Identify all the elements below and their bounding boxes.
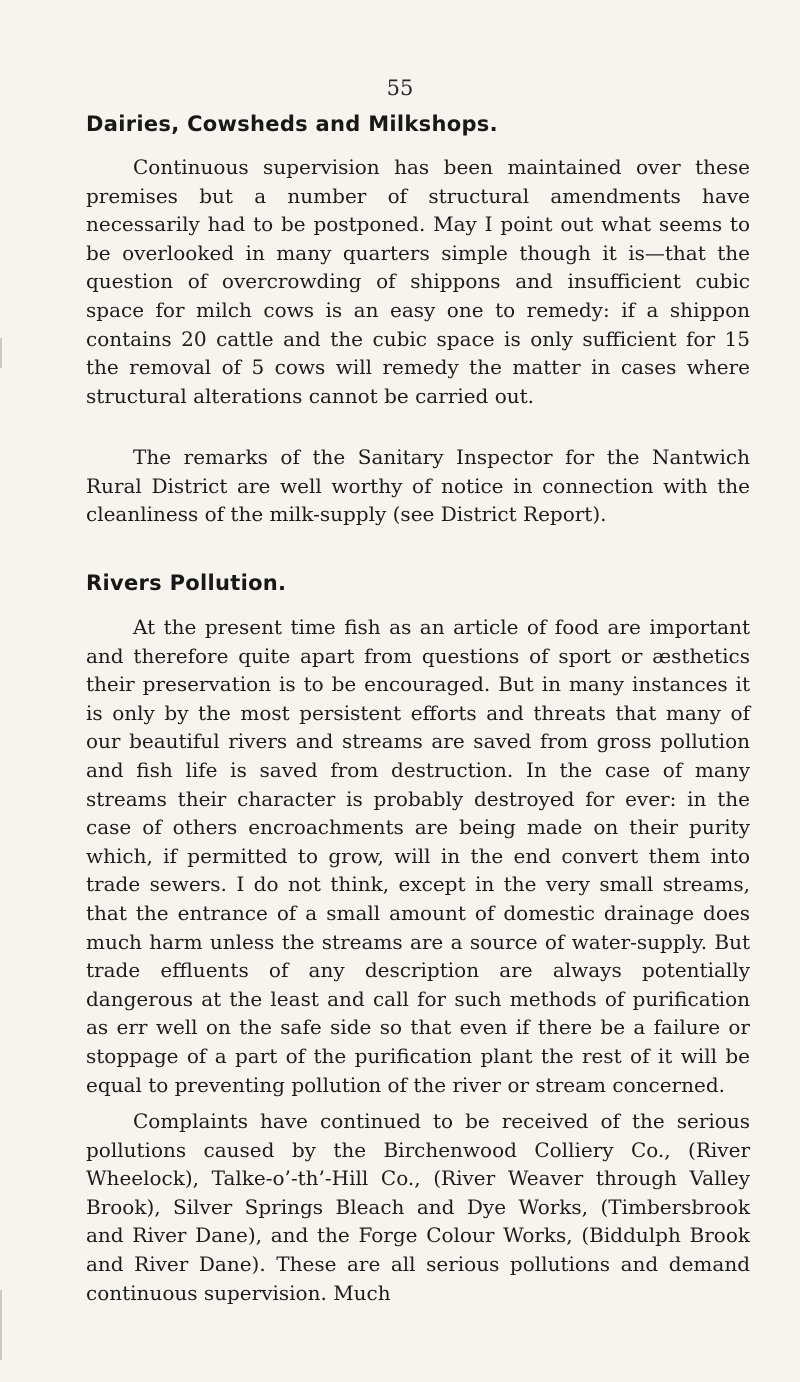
page-edge-mark bbox=[0, 1290, 2, 1360]
paragraph-dairies-supervision: Continuous supervision has been maintained over these premises but a number of structural amendments have necessarily had to be postponed. May I point out what seems to be overlooked in many quarters simple though it is—that the question of overcrowding of shippons and insufficient cubic space for milch cows is an easy one to remedy: if a shippon contains 20 cattle and the cubic space is only sufficient for 15 the removal of 5 cows will remedy the matter in cases where structural alterations cannot be carried out. bbox=[86, 155, 750, 408]
page-number: 55 bbox=[386, 76, 414, 100]
paragraph-pollution-complaints: Complaints have continued to be received of the serious pollutions caused by the Birchenwood Colliery Co., (River Wheelock), Talke-o’-th’-Hill Co., (River Weaver through Valley Brook), Silver Springs Bleach and Dye Works, (Timbersbrook and River Dane), and the Forge Colour Works, (Biddulph Brook and River Dane). These are all serious pollutions and demand continuous supervision. Much bbox=[86, 1109, 750, 1305]
section-heading-dairies: Dairies, Cowsheds and Milkshops. bbox=[86, 112, 498, 136]
section-heading-rivers-pollution: Rivers Pollution. bbox=[86, 571, 287, 595]
paragraph-nantwich-remarks: The remarks of the Sanitary Inspector for the Nantwich Rural District are well worthy of notice in connection with the cleanliness of the milk-supply (see District Report). bbox=[86, 445, 750, 527]
page-edge-mark bbox=[0, 338, 2, 368]
paragraph-fish-preservation: At the present time fish as an article of food are important and therefore quite apart from questions of sport or æsthetics their preservation is to be encouraged. But in many instances it is only by the most persistent efforts and threats that many of our beautiful rivers and streams are saved from gross pollution and fish life is saved from destruction. In the case of many streams their character is probably destroyed for ever: in the case of others encroachments are being made on their purity which, if permitted to grow, will in the end convert them into trade sewers. I do not think, except in the very small streams, that the entrance of a small amount of domestic drainage does much harm unless the streams are a source of water-supply. But trade effluents of any description are always potentially dangerous at the least and call for such methods of purification as err well on the safe side so that even if there be a failure or stoppage of a part of the purification plant the rest of it will be equal to preventing pollution of the river or stream concerned. bbox=[86, 615, 750, 1097]
